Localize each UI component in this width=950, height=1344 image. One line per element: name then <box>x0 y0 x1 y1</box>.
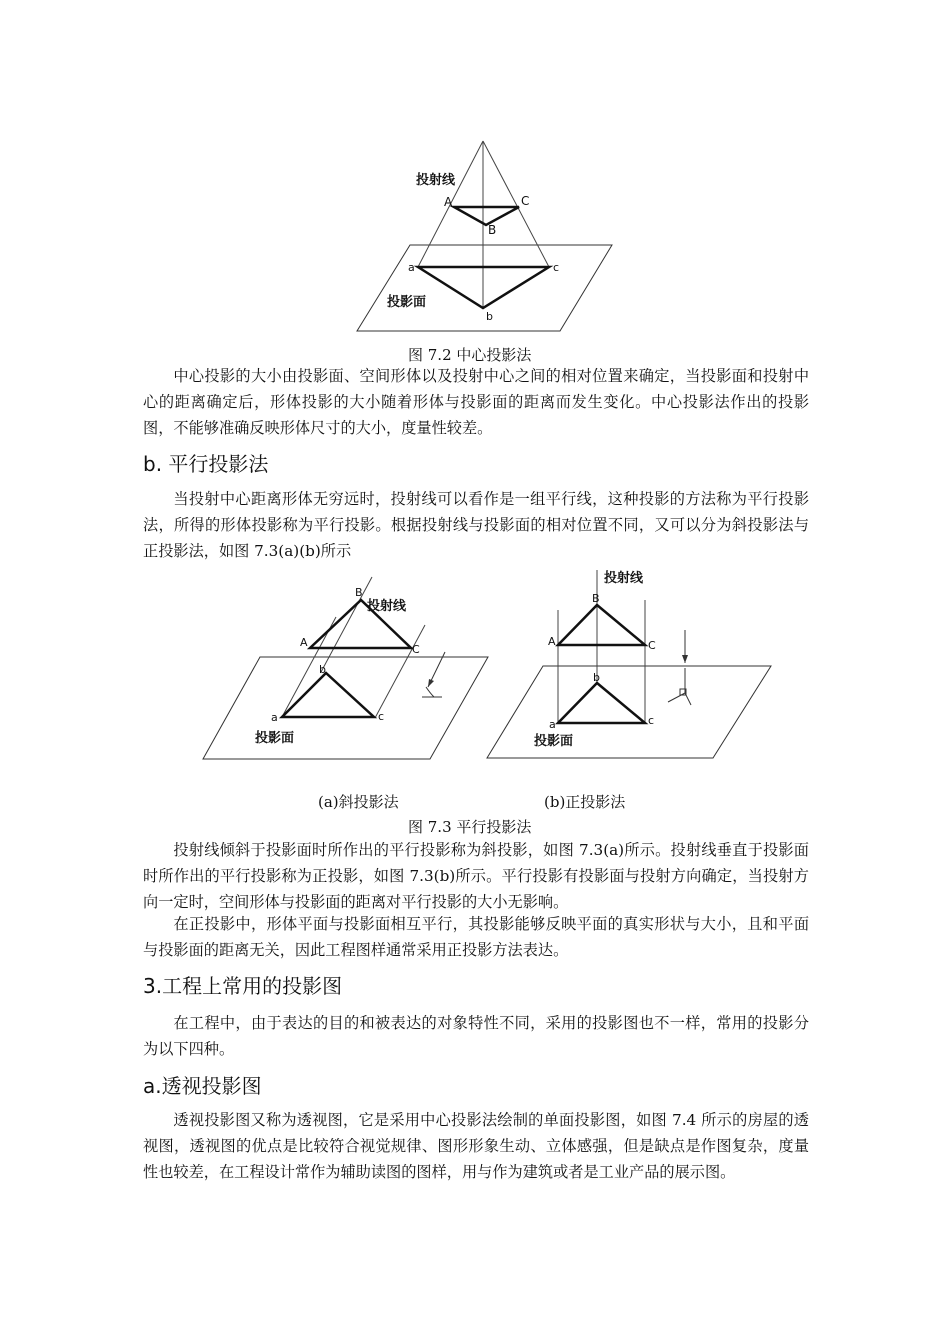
paragraph-center-size: 中心投影的大小由投影面、空间形体以及投射中心之间的相对位置来确定，当投影面和投射中心的距离确定后，形体投影的大小随着形体与投影面的距离而发生变化。中心投影法作出的投影图，不能够准确反映形体尺寸的大小，度量性较差。 <box>143 367 809 437</box>
figure-7-2 <box>350 138 620 338</box>
vertex-A-label: A <box>300 636 308 649</box>
projected-triangle <box>282 673 374 717</box>
perpendicular-leg-1 <box>668 693 685 702</box>
angle-arc <box>426 687 434 697</box>
label-projection-plane: 投影面 <box>255 731 295 746</box>
projection-plane <box>203 657 488 759</box>
vertex-B-label: B <box>355 586 363 599</box>
label-projection-line: 投射线 <box>416 173 456 188</box>
vertex-B-label: B <box>488 223 497 237</box>
projection-plane <box>357 245 612 331</box>
paragraph-perspective: 透视投影图又称为透视图，它是采用中心投影法绘制的单面投影图，如图 7.4 所示的房屋的透视图，透视图的优点是比较符合视觉规律、图形形象生动、立体感强，但是缺点是作图复杂，度量性也较差，在工程设计常作为辅助读图的图样，用与作为建筑或者是工业产品的展示图。 <box>143 1111 809 1181</box>
figure-7-2-caption: 图 7.2 中心投影法 <box>408 346 532 364</box>
vertex-a-label: a <box>408 261 415 274</box>
vertex-a-label: a <box>271 711 278 724</box>
figure-7-3a <box>200 575 495 765</box>
projection-ray-c <box>483 141 549 267</box>
paragraph-oblique-orth: 投射线倾斜于投影面时所作出的平行投影称为斜投影，如图 7.3(a)所示。投射线垂直于投影面时所作出的平行投影称为正投影，如图 7.3(b)所示。平行投影有投影面与投射方向确定，当投射方向一定时，空间形体与投影面的距离对平行投影的大小无影响。 <box>143 841 809 911</box>
vertex-C-label: C <box>521 194 530 208</box>
label-projection-plane: 投影面 <box>534 734 574 749</box>
vertex-c-label: c <box>378 710 385 723</box>
vertex-C-label: C <box>648 639 656 652</box>
vertex-b-label: b <box>486 310 493 323</box>
vertex-c-label: c <box>648 714 655 727</box>
space-triangle <box>558 605 645 645</box>
paragraph-orth-property: 在正投影中，形体平面与投影面相互平行，其投影能够反映平面的真实形状与大小，且和平面与投影面的距离无关，因此工程图样通常采用正投影方法表达。 <box>143 915 809 959</box>
vertex-A-label: A <box>444 195 453 209</box>
heading-common-projections: 3.工程上常用的投影图 <box>143 974 343 998</box>
vertex-a-label: a <box>549 718 556 731</box>
direction-arrowhead <box>428 679 434 687</box>
label-projection-plane: 投影面 <box>387 295 427 310</box>
direction-arrowhead <box>682 655 688 663</box>
heading-perspective: a.透视投影图 <box>143 1074 262 1098</box>
orthographic-projection-diagram <box>485 565 780 765</box>
vertex-B-label: B <box>592 592 600 605</box>
figure-7-3b-subcaption: (b)正投影法 <box>544 793 626 811</box>
paragraph-parallel-intro: 当投射中心距离形体无穷远时，投射线可以看作是一组平行线，这种投影的方法称为平行投影法，所得的形体投影称为平行投影。根据投射线与投影面的相对位置不同，又可以分为斜投影法与正投影法，如图 7.3(a)(b)所示 <box>143 490 809 560</box>
oblique-projection-diagram <box>200 575 495 765</box>
central-projection-diagram <box>350 138 620 338</box>
figure-7-3b <box>485 565 780 765</box>
figure-7-3-caption: 图 7.3 平行投影法 <box>408 818 532 836</box>
figure-7-3a-subcaption: (a)斜投影法 <box>318 793 399 811</box>
vertex-C-label: C <box>412 643 420 656</box>
projection-plane <box>487 666 771 758</box>
vertex-c-label: c <box>553 261 560 274</box>
projection-ray-b <box>321 577 372 672</box>
vertex-A-label: A <box>548 635 556 648</box>
space-triangle <box>454 207 519 225</box>
label-projection-line: 投射线 <box>604 571 644 586</box>
heading-parallel-projection: b. 平行投影法 <box>143 452 269 476</box>
paragraph-common: 在工程中，由于表达的目的和被表达的对象特性不同，采用的投影图也不一样，常用的投影分为以下四种。 <box>143 1014 809 1058</box>
vertex-b-label: b <box>593 671 600 684</box>
projected-triangle <box>558 683 645 723</box>
label-projection-line: 投射线 <box>367 599 407 614</box>
vertex-b-label: b <box>319 663 326 676</box>
